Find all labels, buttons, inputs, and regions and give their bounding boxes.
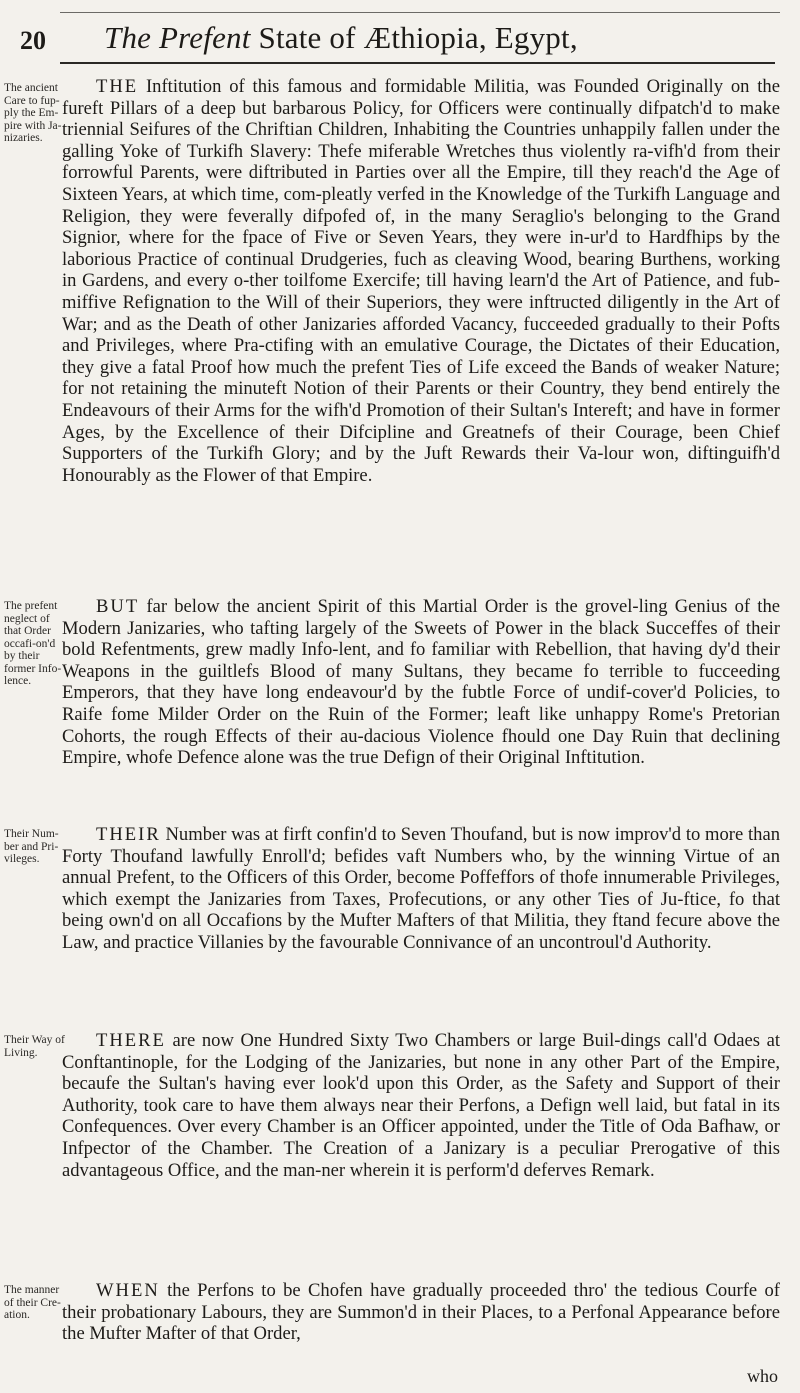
paragraph: [62, 596, 780, 769]
margin-note: The prefent neglect of that Order occafi-on'd by their former Info-lence.: [4, 600, 62, 687]
paragraph-lead: BUT: [96, 596, 140, 617]
margin-note: The ancient Care to fup-ply the Em-pire with Ja-nizaries.: [4, 82, 62, 144]
paragraph: [62, 1280, 780, 1345]
paragraph: [62, 76, 780, 486]
running-head: [18, 18, 778, 64]
paragraph-text: the Perfons to be Chofen have gradually proceeded thro' the tedious Courfe of their probationary Labours, they are Summon'd in their Places, to a Perfonal Appearance before the Mufter Mafter of that Order,: [62, 1280, 780, 1345]
paragraph-lead: THE: [96, 76, 139, 97]
running-title-roman: State of Æthiopia, Egypt,: [258, 20, 578, 55]
running-title: [104, 20, 774, 56]
margin-note: Their Num-ber and Pri-vileges.: [4, 828, 59, 865]
page-number: 20: [20, 26, 46, 55]
catchword: who: [747, 1366, 778, 1386]
paragraph: [62, 1030, 780, 1181]
paragraph-lead: THERE: [96, 1030, 166, 1051]
paragraph-text: Number was at firft confin'd to Seven Thoufand, but is now improv'd to more than Forty Thoufand lawfully Enroll'd; befides vaft Numbers who, by the winning Virtue of an annual Prefent, to the Officers of this Order, become Poffeffors of thofe innumerable Privileges, which exempt the Janizaries from Taxes, Profecutions, or any other Ties of Ju-ftice, fo that being own'd on all Occafions by the Mufter Mafters of that Militia, they ftand fecure above the Law, and practice Villanies by the favourable Connivance of an uncontroul'd Authority.: [62, 824, 780, 953]
paragraph: [62, 824, 780, 954]
margin-note: The manner of their Cre-ation.: [4, 1284, 61, 1321]
paragraph-lead: WHEN: [96, 1280, 160, 1301]
margin-note: Their Way of Living.: [4, 1034, 65, 1059]
top-rule: [60, 12, 780, 13]
paragraph-lead: THEIR: [96, 824, 161, 845]
header-rule: [60, 62, 775, 64]
paragraph-text: Inftitution of this famous and formidable Militia, was Founded Originally on the fureft Pillars of a deep but barbarous Policy, for Officers were continually difpatch'd to make triennial Seifures of the Chriftian Children, Inhabiting the Countries unhappily fallen under the galling Yoke of Turkifh Slavery: Thefe miferable Wretches thus violently ra-vifh'd from their forrowful Parents, were diftributed in Parties over all the Empire, till they reach'd the Age of Sixteen Years, at which time, com-pleatly verfed in the Knowledge of the Turkifh Language and Religion, they were feverally difpofed of, in the many Seraglio's belonging to the Grand Signior, where for the fpace of Five or Seven Years, they were in-ur'd to Hardfhips by the laborious Practice of continual Drudgeries, fuch as cleaving Wood, bearing Burthens, working in Gardens, and every o-ther toilfome Exercife; till having learn'd the Art of Patience, and fub-miffive Refignation to the Will of their Superiors, they were inftructed diligently in the Art of War; and as the Death of other Janizaries afforded Vacancy, fucceeded gradually to their Pofts and Privileges, where Pra-ctifing with an emulative Courage, the Dictates of their Education, they give a fatal Proof how much the prefent Ties of Life exceed the Bands of weaker Nature; for not retaining the minuteft Notion of their Parents or their Country, they bend entirely the Endeavours of their Arms for the wifh'd Promotion of their Sultan's Intereft; and have in former Ages, by the Excellence of their Difcipline and Greatnefs of their Courage, been Chief Supporters of the Turkifh Glory; and by the Juft Rewards their Va-lour won, diftinguifh'd Honourably as the Flower of that Empire.: [62, 76, 780, 486]
paragraph-text: are now One Hundred Sixty Two Chambers or large Buil-dings call'd Odaes at Conftantinople, for the Lodging of the Janizaries, but none in any other Part of the Empire, becaufe the Sultan's having ever look'd upon this Order, as the Safety and Support of their Authority, took care to have them always near their Perfons, a Defign well laid, but fatal in its Confequences. Over every Chamber is an Officer appointed, under the Title of Oda Bafhaw, or Infpector of the Chamber. The Creation of a Janizary is a peculiar Prerogative of this advantageous Office, and the man-ner wherein it is perform'd deferves Remark.: [62, 1030, 780, 1181]
paragraph-text: far below the ancient Spirit of this Martial Order is the grovel-ling Genius of the Modern Janizaries, who tafting largely of the Sweets of Power in the black Succeffes of their bold Refentments, grew madly Info-lent, and fo familiar with Rebellion, that having dy'd their Weapons in the guiltlefs Blood of many Sultans, they became fo terrible to fucceeding Emperors, that they have long endeavour'd by the fubtle Force of undif-cover'd Policies, to Raife fome Milder Order on the Ruin of the Former; leaft like unhappy Rome's Pretorian Cohorts, the rough Effects of their au-dacious Violence fhould one Day Ruin that declining Empire, whofe Defence alone was the true Defign of their Original Inftitution.: [62, 596, 780, 769]
running-title-italic: The Prefent: [104, 20, 251, 55]
